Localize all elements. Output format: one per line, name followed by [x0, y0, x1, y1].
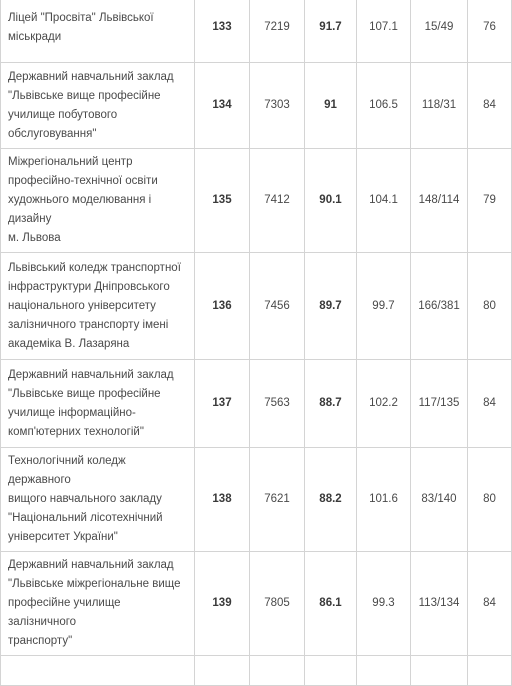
last-cell [468, 656, 512, 686]
institution-name-line: міськради [8, 30, 62, 43]
index-cell: 106.5 [357, 63, 411, 149]
institution-name-line: "Національний лісотехнічний [8, 512, 163, 524]
code-cell: 7563 [250, 360, 305, 448]
index-cell: 102.2 [357, 360, 411, 448]
institution-name-line: училище побутового [8, 108, 118, 121]
institution-name-line: Ліцей "Просвіта" Львівської [8, 11, 154, 24]
table-row [1, 63, 512, 149]
institution-name [1, 552, 195, 656]
rank-cell: 138 [195, 448, 250, 552]
institution-name-line: залізничного транспорту імені [8, 318, 169, 331]
last-cell: 79 [468, 149, 512, 253]
institution-name-line: Технологічний коледж державного [8, 455, 126, 486]
institution-name-line: Львівський коледж транспортної [8, 261, 181, 274]
ratio-cell: 113/134 [411, 552, 468, 656]
institution-name-line: училище інформаційно- [8, 406, 136, 419]
code-cell [250, 656, 305, 686]
institution-name [1, 656, 195, 686]
institution-name [1, 63, 195, 149]
institution-name [1, 0, 195, 63]
score-cell: 86.1 [305, 552, 357, 656]
score-cell [305, 656, 357, 686]
last-cell: 80 [468, 253, 512, 360]
last-cell: 80 [468, 448, 512, 552]
institution-name-line: Державний навчальний заклад [8, 559, 174, 571]
table-row [1, 552, 512, 656]
code-cell: 7621 [250, 448, 305, 552]
institution-name-line: художнього моделювання і дизайну [8, 194, 152, 225]
index-cell: 99.3 [357, 552, 411, 656]
rank-cell: 135 [195, 149, 250, 253]
score-cell: 90.1 [305, 149, 357, 253]
ratio-cell: 148/114 [411, 149, 468, 253]
institution-name-line: університет України" [8, 531, 118, 543]
institution-name-line: обслуговування" [8, 127, 97, 140]
last-cell: 84 [468, 63, 512, 149]
institution-name-line: академіка В. Лазаряна [8, 337, 130, 350]
institution-name-line: вищого навчального закладу [8, 493, 162, 505]
rank-cell: 133 [195, 0, 250, 63]
table-row [1, 360, 512, 448]
last-cell: 84 [468, 552, 512, 656]
score-cell: 89.7 [305, 253, 357, 360]
rank-cell: 139 [195, 552, 250, 656]
institution-name-line: Державний навчальний заклад [8, 368, 174, 381]
rank-cell [195, 656, 250, 686]
last-cell: 84 [468, 360, 512, 448]
code-cell: 7303 [250, 63, 305, 149]
institution-name [1, 149, 195, 253]
institution-name-line: м. Львова [8, 232, 61, 244]
index-cell: 107.1 [357, 0, 411, 63]
rank-cell: 136 [195, 253, 250, 360]
institution-name [1, 360, 195, 448]
index-cell [357, 656, 411, 686]
institution-name-line: комп'ютерних технологій" [8, 425, 144, 438]
code-cell: 7412 [250, 149, 305, 253]
institution-name-line: транспорту" [8, 635, 73, 647]
index-cell: 101.6 [357, 448, 411, 552]
score-cell: 91 [305, 63, 357, 149]
institution-name-line: Державний навчальний заклад [8, 70, 174, 83]
last-cell: 76 [468, 0, 512, 63]
code-cell: 7456 [250, 253, 305, 360]
ratio-cell: 83/140 [411, 448, 468, 552]
institution-name-line: професійне училище залізничного [8, 597, 121, 628]
institution-name [1, 253, 195, 360]
table-row [1, 656, 512, 686]
table-row [1, 0, 512, 63]
ratio-cell: 117/135 [411, 360, 468, 448]
ratio-cell: 15/49 [411, 0, 468, 63]
institution-name-line: "Львівське вище професійне [8, 387, 161, 400]
institution-name-line: "Львівське вище професійне [8, 89, 161, 102]
ratio-cell: 166/381 [411, 253, 468, 360]
table-row [1, 253, 512, 360]
table-row [1, 149, 512, 253]
score-cell: 88.7 [305, 360, 357, 448]
institution-name-line: професійно-технічної освіти [8, 175, 158, 187]
code-cell: 7219 [250, 0, 305, 63]
score-cell: 88.2 [305, 448, 357, 552]
rank-cell: 134 [195, 63, 250, 149]
rank-cell: 137 [195, 360, 250, 448]
score-cell: 91.7 [305, 0, 357, 63]
institution-name-line: "Львівське міжрегіональне вище [8, 578, 181, 590]
ratio-cell: 118/31 [411, 63, 468, 149]
index-cell: 99.7 [357, 253, 411, 360]
institution-name [1, 448, 195, 552]
index-cell: 104.1 [357, 149, 411, 253]
institution-name-line: інфраструктури Дніпровського [8, 280, 170, 293]
code-cell: 7805 [250, 552, 305, 656]
institution-name-line: національного університету [8, 299, 156, 312]
ratio-cell [411, 656, 468, 686]
table-row [1, 448, 512, 552]
institution-name-line: Міжрегіональний центр [8, 156, 133, 168]
